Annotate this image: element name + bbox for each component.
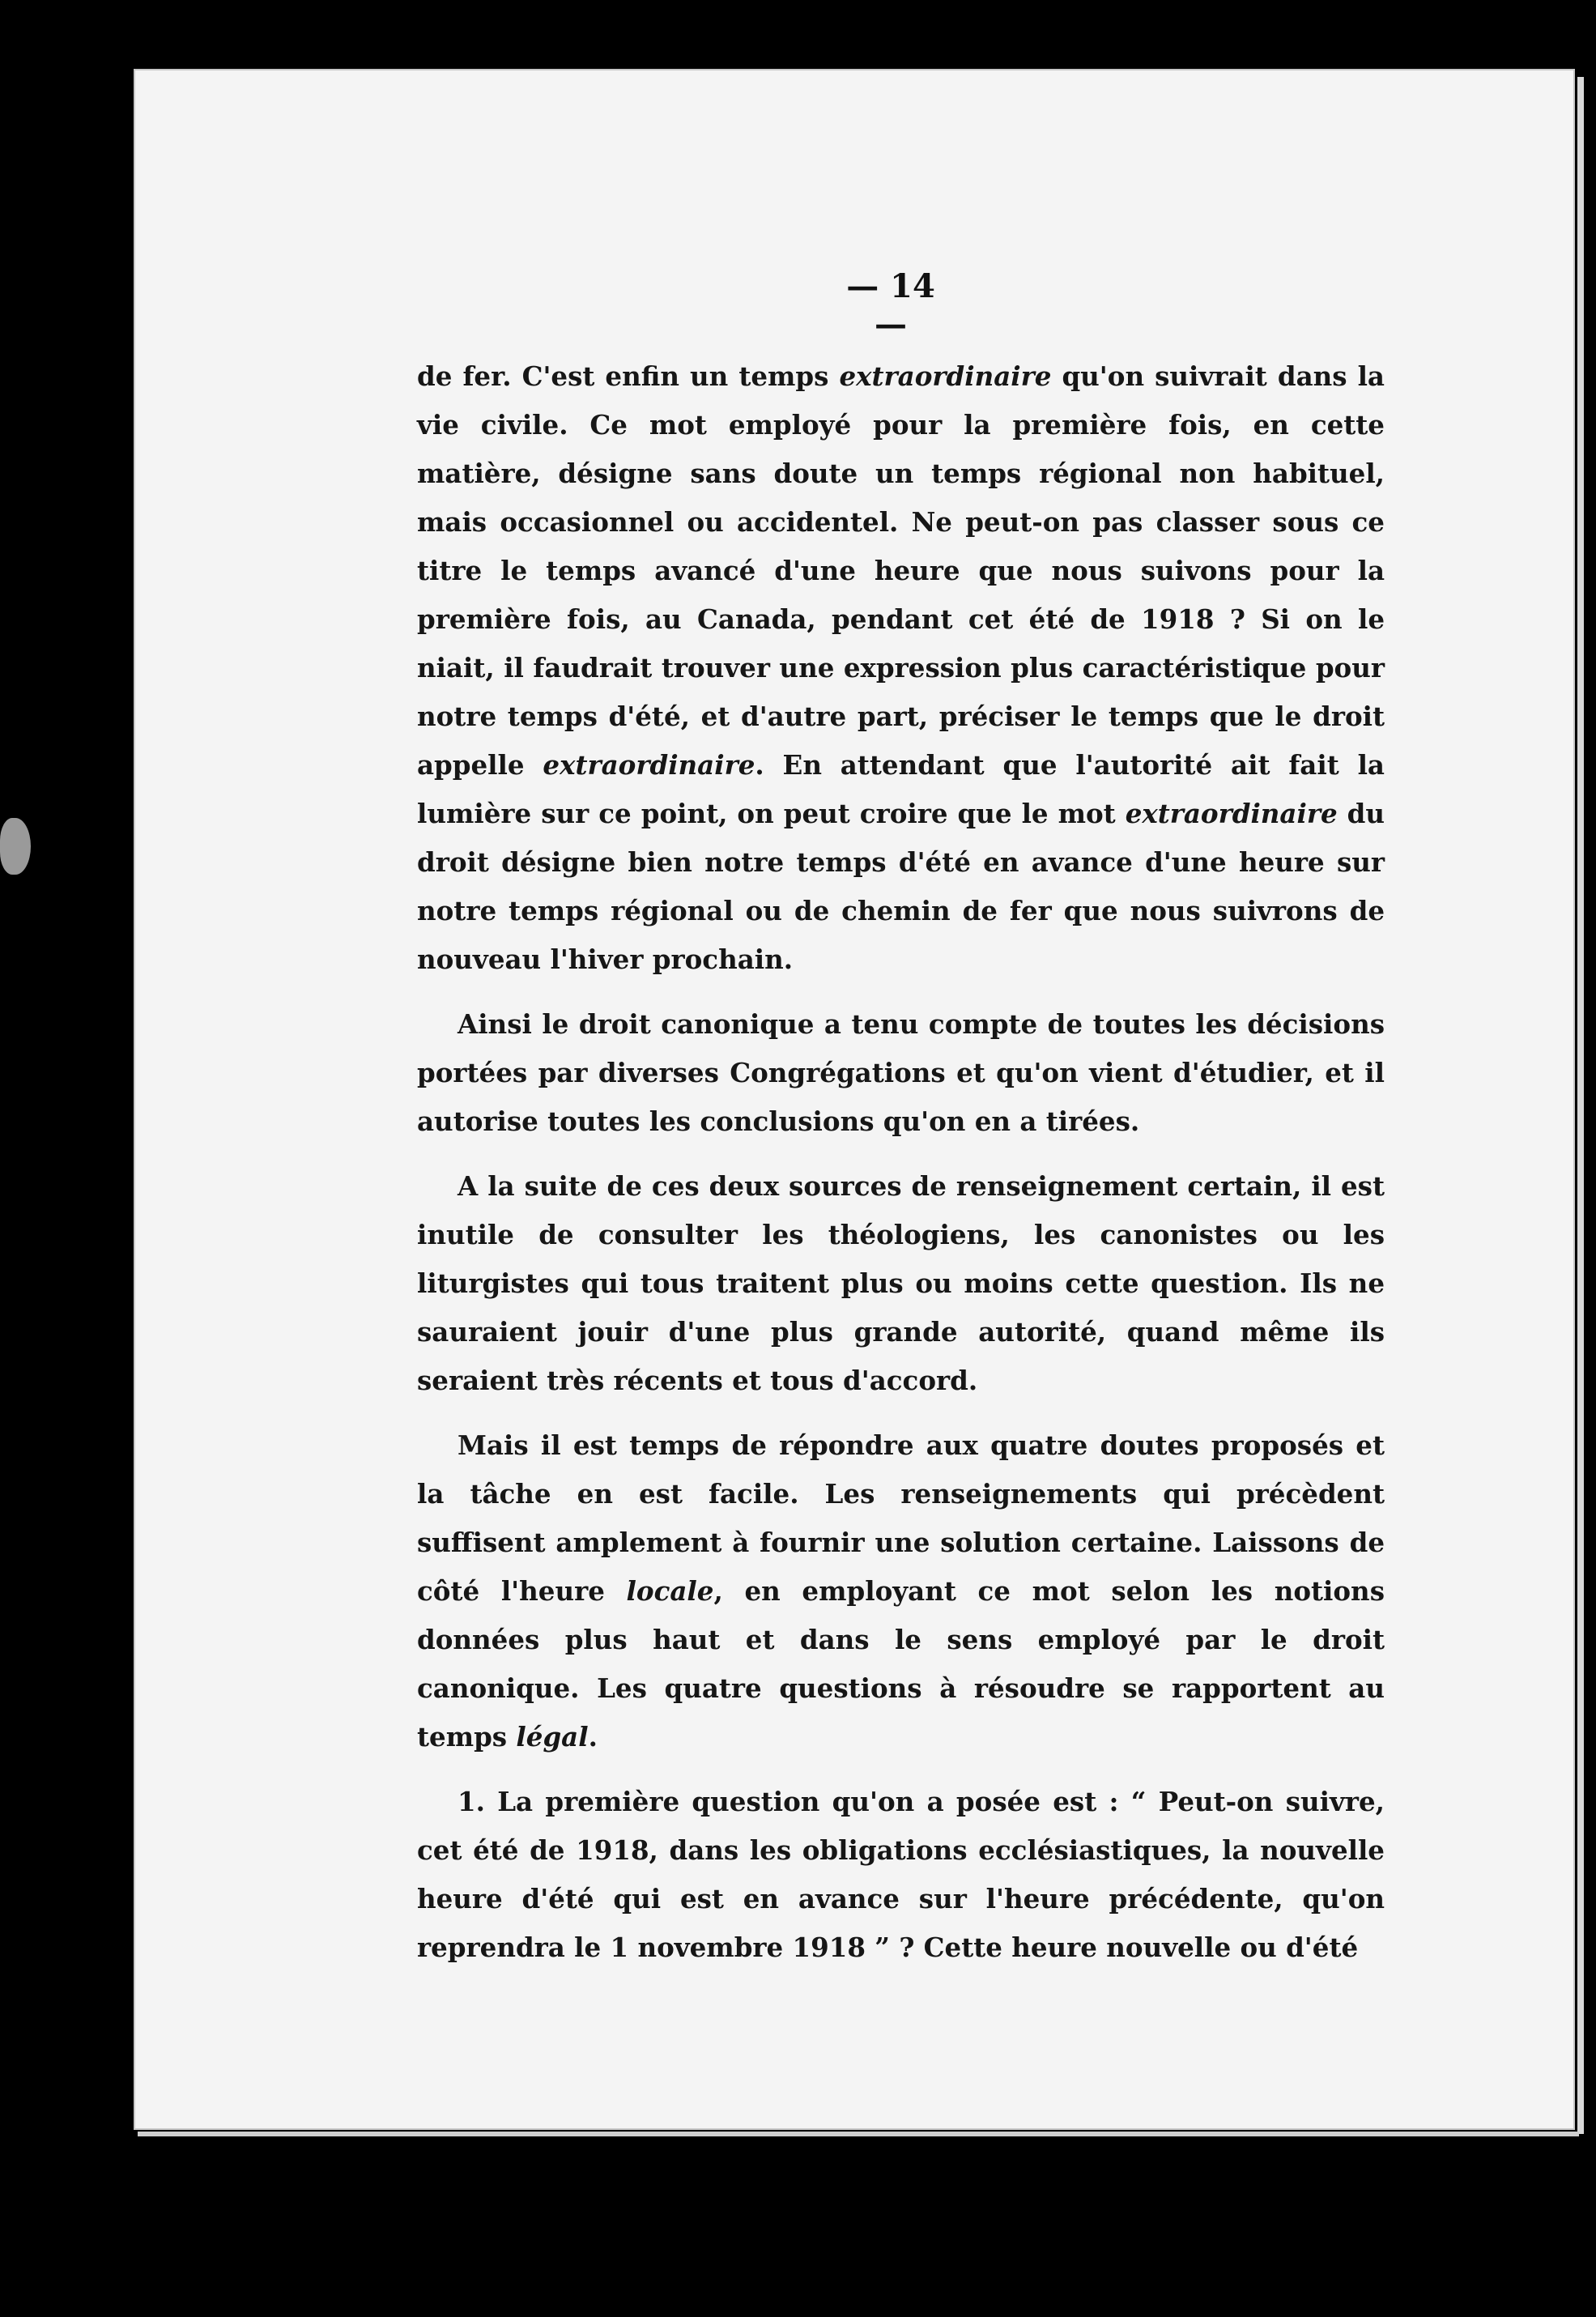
page-edge-right (1577, 77, 1584, 2134)
text-run: A la suite de ces deux sources de renseignement certain, il est inutile de consulter les théologiens, les canonistes ou les liturgistes qui tous traitent plus ou moins cette question. Ils ne sauraient jouir d'une plus grande autorité, quand même ils seraient très récents et tous d'accord. (417, 1170, 1385, 1396)
paragraph (417, 352, 1385, 984)
paragraph (417, 1162, 1385, 1405)
text-run: . En attendant que l'autorité ait fait la lumière sur ce point, on peut croire que le mot (417, 749, 1385, 829)
text-run: . (588, 1721, 598, 1753)
body-text (417, 352, 1385, 1972)
italic-term: extraordinaire (543, 749, 755, 781)
text-run: , en employant ce mot selon les notions données plus haut et dans le sens employé par le droit canonique. Les quatre questions à résoudre se rapportent au temps (417, 1575, 1385, 1753)
text-run: 1. La première question qu'on a posée est : “ Peut-on suivre, cet été de 1918, dans les obligations ecclésiastiques, la nouvelle heure d'été qui est en avance sur l'heure précédente, qu'on reprendra le 1 novembre 1918 ” ? Cette heure nouvelle ou d'été (417, 1786, 1385, 1963)
text-run: Mais il est temps de répondre aux quatre doutes proposés et la tâche en est facile. Les renseignements qui précèdent suffisent amplement à fournir une solution certaine. Laissons de côté l'heure (417, 1429, 1385, 1607)
paragraph (417, 1778, 1385, 1972)
text-run: de fer. C'est enfin un temps (417, 360, 840, 392)
text-run: du droit désigne bien notre temps d'été en avance d'une heure sur notre temps régional ou de chemin de fer que nous suivrons de nouveau l'hiver prochain. (417, 798, 1385, 975)
scan-speck (0, 818, 31, 875)
paragraph (417, 1421, 1385, 1761)
text-run: qu'on suivrait dans la vie civile. Ce mot employé pour la première fois, en cette matière, désigne sans doute un temps régional non habituel, mais occasionnel ou accidentel. Ne peut-on pas classer sous ce titre le temps avancé d'une heure que nous suivons pour la première fois, au Canada, pendant cet été de 1918 ? Si on le niait, il faudrait trouver une expression plus caractéristique pour notre temps d'été, et d'autre part, préciser le temps que le droit appelle (417, 360, 1385, 781)
italic-term: extraordinaire (839, 360, 1052, 392)
italic-term: locale (626, 1575, 714, 1607)
page-number: — 14 — (846, 267, 935, 343)
paragraph (417, 1000, 1385, 1146)
page-edge-bottom (138, 2132, 1579, 2136)
italic-term: extraordinaire (1125, 798, 1338, 829)
italic-term: légal (516, 1721, 589, 1753)
text-run: Ainsi le droit canonique a tenu compte de toutes les décisions portées par diverses Congrégations et qu'on vient d'étudier, et il autorise toutes les conclusions qu'on en a tirées. (417, 1008, 1385, 1137)
